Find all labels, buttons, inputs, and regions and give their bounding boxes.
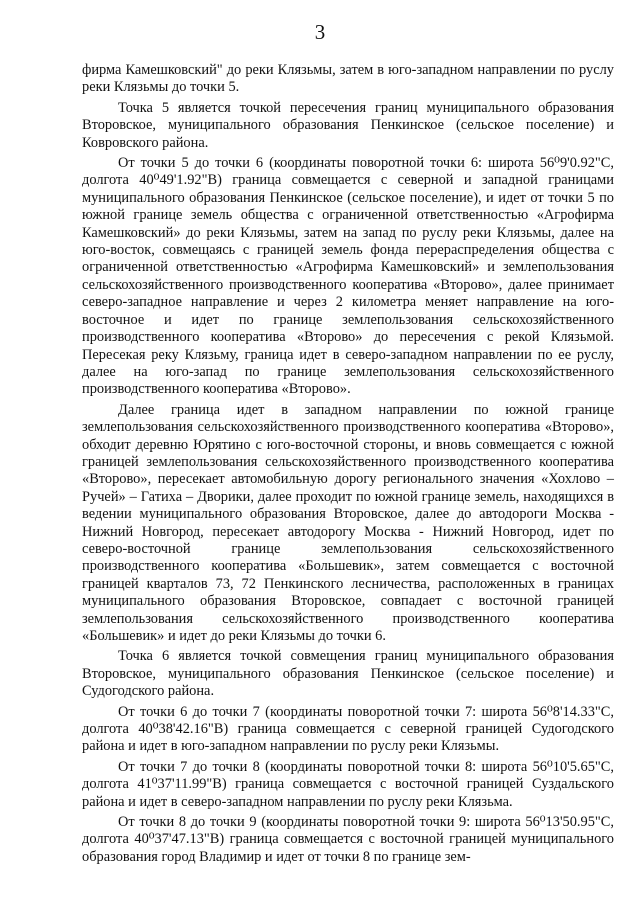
paragraph: От точки 7 до точки 8 (координаты поворотной точки 8: широта 56⁰10'5.65"С, долгота 41⁰37'11.99"В) граница совмещается с восточной границей Суздальского района и идет в северо-западном направлении по руслу реки Клязьма. [82, 758, 614, 810]
paragraph: Далее граница идет в западном направлении по южной границе землепользования сельскохозяйственного производственного кооператива «Второво», обходит деревню Юрятино с юго-восточной стороны, и вновь совмещается с южной границей землепользования сельскохозяйственного производственного кооператива «Второво», пересекает автомобильную дорогу регионального значения «Хохлово – Ручей» – Гатиха – Дворики, далее проходит по южной границе земель, находящихся в ведении муниципального образования Второвское, далее до автодороги Москва - Нижний Новгород, пересекает автодорогу Москва - Нижний Новгород, идет по северо-восточной границе землепользования сельскохозяйственного производственного кооператива «Большевик», затем совмещается с восточной границей кварталов 73, 72 Пенкинского лесничества, расположенных в границах муниципального образования Второвское, совпадает с восточной границей землепользования сельскохозяйственного производственного кооператива «Большевик» и идет до реки Клязьмы до точки 6. [82, 401, 614, 644]
document-body [82, 62, 614, 866]
page-number: 3 [314, 20, 326, 44]
paragraph: Точка 5 является точкой пересечения границ муниципального образования Второвское, муниципального образования Пенкинское (сельское поселение) и Ковровского района. [82, 99, 614, 151]
paragraph: фирма Камешковский" до реки Клязьмы, затем в юго-западном направлении по руслу реки Клязьмы до точки 5. [82, 62, 614, 96]
paragraph: От точки 6 до точки 7 (координаты поворотной точки 7: широта 56⁰8'14.33"С, долгота 40⁰38'42.16"В) граница совмещается с северной границей Судогодского района и идет в юго-западном направлении по руслу реки Клязьмы. [82, 703, 614, 755]
paragraph: От точки 5 до точки 6 (координаты поворотной точки 6: широта 56⁰9'0.92"С, долгота 40⁰49'1.92"В) граница совмещается с северной и западной границами муниципального образования Пенкинское (сельское поселение), и идет от точки 5 по южной границе земель общества с ограниченной ответственностью «Агрофирма Камешковский» до реки Клязьмы, затем на запад по руслу реки Клязьмы, далее на юго-восток, совмещаясь с границей земель фонда перераспределения общества с ограниченной ответственностью «Агрофирма Камешковский» и землепользования сельскохозяйственного производственного кооператива «Второво», далее принимает северо-западное направление и через 2 километра меняет направление на юго-восточное и идет по границе землепользования сельскохозяйственного производственного кооператива «Второво» до пересечения с рекой Клязьмой. Пересекая реку Клязьму, граница идет в северо-западном направлении по ее руслу, далее на юго-запад по границе землепользования сельскохозяйственного производственного кооператива «Второво». [82, 155, 614, 398]
paragraph: От точки 8 до точки 9 (координаты поворотной точки 9: широта 56⁰13'50.95"С, долгота 40⁰37'47.13"В) граница совмещается с восточной границей муниципального образования город Владимир и идет от точки 8 по границе зем- [82, 814, 614, 865]
paragraph: Точка 6 является точкой совмещения границ муниципального образования Второвское, муниципального образования Пенкинское (сельское поселение) и Судогодского района. [82, 648, 614, 700]
